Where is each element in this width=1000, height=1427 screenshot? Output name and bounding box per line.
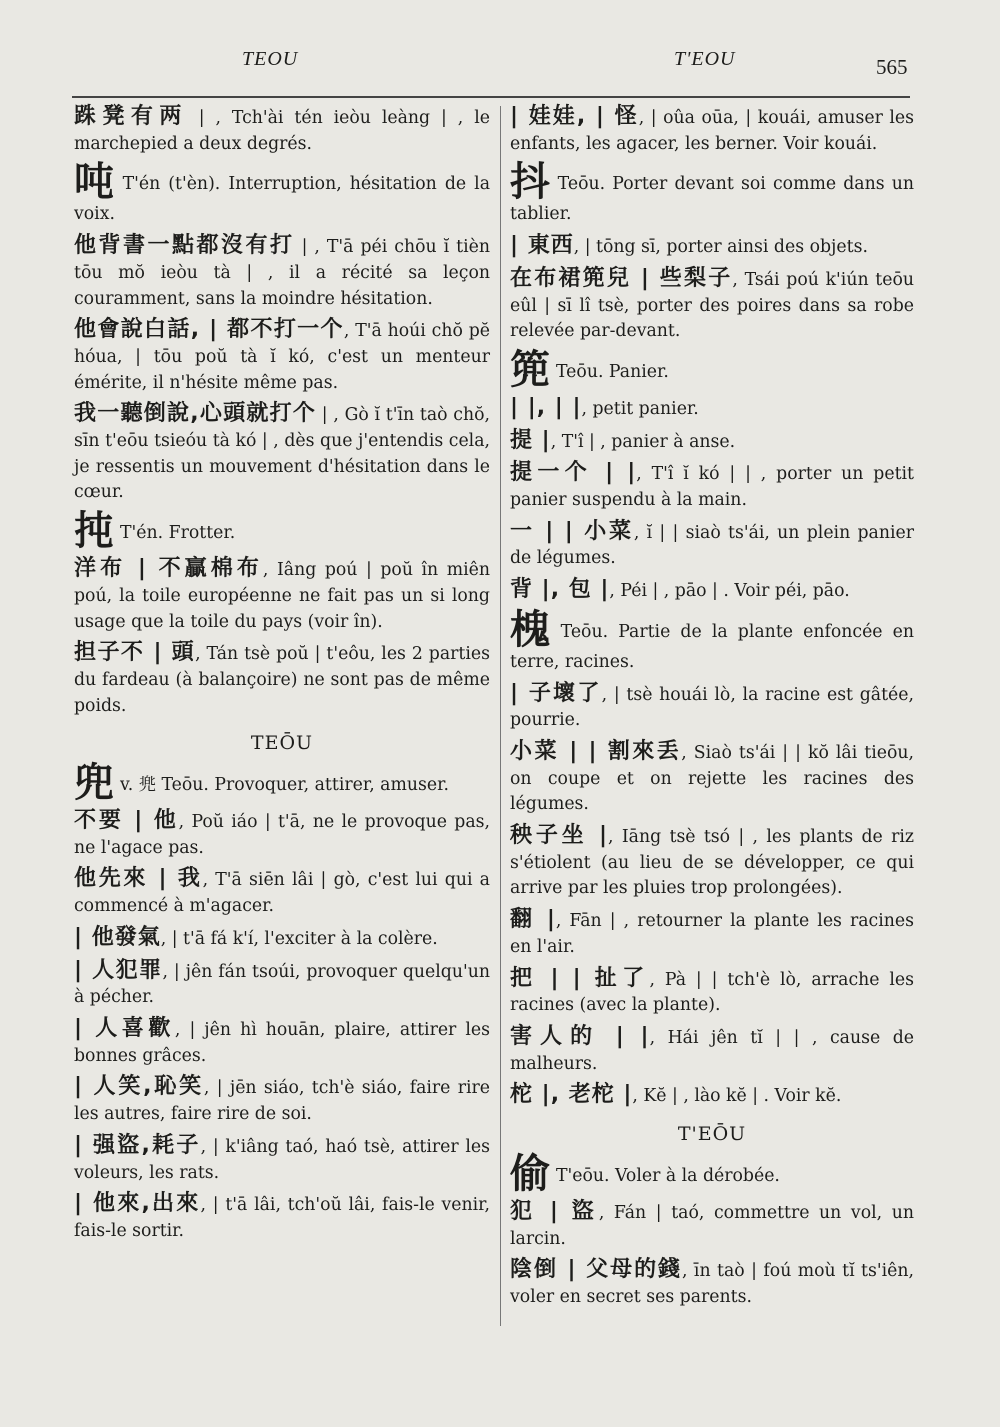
entry-definition: , Poŭ iáo | t'ā, ne le provoque pas, ne l'agace pas. [74,812,490,858]
section-heading: TEŌU [250,732,314,755]
entry-definition: , ĭ | | siaò ts'ái, un plein panier de légumes. [510,522,914,569]
headword-entry [510,159,915,228]
dictionary-entry [74,866,490,919]
entry-definition: , | k'iâng taó, haó tsè, attirer les voleurs, les rats. [74,1136,490,1183]
chinese-phrase: | 人喜歡 [74,1015,175,1041]
chinese-phrase: 我一聽倒說,心頭就打个 [74,401,317,427]
right-column [510,104,914,1311]
headword-entry [510,346,914,393]
dictionary-entry [510,460,914,513]
chinese-phrase: 跦凳有两 [74,104,188,129]
headword-character: 扽 [74,508,114,555]
chinese-phrase: 提一个 | | [510,460,637,486]
headword-entry [510,606,915,676]
chinese-phrase: | 强盜,耗子 [74,1132,201,1158]
entry-definition: , Fān | , retourner la plante les racines en l'air. [510,911,914,957]
dictionary-entry [510,266,914,345]
dictionary-entry [510,1082,914,1110]
entry-definition: , petit panier. [581,398,699,419]
entry-definition: T'én (t'èn). Interruption, hésitation de la voix. [74,174,490,225]
entry-definition: , | oûa oūa, | kouái, amuser les enfants, les agacer, les berner. Voir kouái. [510,108,914,154]
chinese-phrase: 秧子坐 | [510,823,609,849]
dictionary-entry [74,104,490,157]
page-number: 565 [876,55,908,79]
entry-definition: | , T'ā péi chōu ĭ tièn tōu mŏ ieòu tà | , il a récité sa leçon couramment, sans la moindre hésitation. [74,237,490,309]
chinese-phrase: 不要 | 他 [74,808,179,834]
dictionary-entry [74,1074,490,1127]
chinese-phrase: 害人的 | | [510,1023,650,1049]
entry-definition: T'én. Frotter. [120,523,236,544]
chinese-phrase: 担子不 | 頭 [74,640,196,666]
chinese-phrase: | 子壞了 [510,680,602,706]
entry-definition: , Siaò ts'ái | | kŏ lâi tieōu, on coupe et on rejette les racines des légumes. [510,742,914,815]
dictionary-entry [510,233,914,261]
dictionary-entry [74,808,490,861]
chinese-phrase: | 人笑,恥笑 [74,1074,204,1100]
dictionary-entry [510,395,914,423]
dictionary-entry [74,925,490,953]
chinese-phrase: 他背書一點都沒有打 [74,233,295,259]
headword-character: 槐 [510,606,555,653]
entry-definition: , Pà | | tch'è lò, arrache les racines (avec la plante). [510,969,914,1016]
column-divider [500,106,501,1326]
chinese-phrase: | |, | | [510,394,582,420]
chinese-phrase: | 東西 [510,233,574,259]
dictionary-entry [74,317,490,396]
entry-definition: , | jēn siáo, tch'è siáo, faire rire les autres, faire rire de soi. [74,1078,490,1125]
entry-definition: , | tōng sī, porter ainsi des objets. [573,237,868,258]
chinese-phrase: | 人犯罪 [74,957,163,983]
entry-definition: , Hái jên tĭ | | , cause de malheurs. [510,1027,914,1074]
dictionary-entry [510,1257,914,1310]
entry-definition: , | t'ā fá k'í, l'exciter à la colère. [160,928,438,949]
dictionary-entry [74,640,490,719]
dictionary-entry [510,823,914,902]
chinese-phrase: | 他來,出來 [74,1191,201,1217]
dictionary-entry [74,1016,490,1069]
dictionary-entry [510,428,914,456]
dictionary-entry [510,739,914,818]
dictionary-entry [510,966,914,1019]
entry-definition: | , Gò ĭ t'īn taò chŏ, sīn t'eōu tsieóu tà kó | , dès que j'entendis cela, je ressentis un mouvement d'hésitation dans le cœur. [74,405,490,503]
chinese-phrase: 他先來 | 我 [74,866,203,892]
dictionary-entry [74,958,490,1011]
chinese-phrase: 小菜 | | 割來丢 [510,738,682,764]
headword-entry [74,508,490,555]
entry-definition: , T'ā hoúi chŏ pĕ hóua, | tōu poŭ tà ĭ kó, c'est un menteur émérite, il n'hésite même pas. [74,321,490,393]
headword-character: 吨 [74,159,117,206]
left-column [74,104,490,1245]
header-rule [72,96,910,98]
section-heading: T'EŌU [677,1123,747,1146]
entry-definition: , T'ā siēn lâi | gò, c'est lui qui a commencé à m'agacer. [74,870,490,917]
entry-definition: Teōu. Porter devant soi comme dans un tablier. [510,174,915,225]
chinese-phrase: 一 | | 小菜 [510,518,634,544]
dictionary-entry [74,233,490,312]
dictionary-entry [74,401,490,506]
entry-definition: , | t'ā lâi, tch'oŭ lâi, fais-le venir, fais-le sortir. [74,1195,490,1241]
entry-definition: , Fán | taó, commettre un vol, un larcin. [510,1202,914,1249]
entry-definition: Teōu. Panier. [556,361,669,382]
entry-definition: , | jên hì houān, plaire, attirer les bonnes grâces. [74,1019,490,1066]
chinese-phrase: 翻 | [510,907,556,933]
dictionary-entry [510,907,914,960]
entry-definition: , Iāng tsè tsó | , les plants de riz s'étiolent (au lieu de se développer, ce qui arrive par les pluies trop prolongées). [510,827,914,899]
chinese-phrase: 陰倒 | 父母的錢 [510,1257,682,1283]
headword-entry [74,760,490,807]
running-head-left: TEOU [242,48,299,70]
chinese-phrase: 犯 | 盜 [510,1198,599,1224]
dictionary-entry [74,1191,490,1244]
entry-definition: , Iâng poú | poŭ în miên poú, la toile européenne ne fait pas un si long usage que la toile du pays (voir în). [74,560,491,632]
entry-definition: , T'î | , panier à anse. [550,431,736,452]
entry-definition: , Tsái poú k'iún teōu eûl | sī lî tsè, porter des poires dans sa robe relevée par-devant. [510,269,914,342]
chinese-phrase: 提 | [510,427,551,453]
entry-definition: , īn taò | foú moù tĭ ts'iên, voler en secret ses parents. [510,1261,914,1307]
chinese-phrase: | 他發氣 [74,924,161,950]
headword-character: 兜 [74,760,114,807]
entry-definition: , Péi | , pāo | . Voir péi, pāo. [609,581,850,602]
headword-entry [510,1150,914,1197]
running-head-right: T'EOU [674,48,736,70]
chinese-phrase: 洋布 | 不贏棉布 [74,556,263,582]
chinese-phrase: 把 | | 扯了 [510,965,650,991]
chinese-phrase: 在布裙篼兒 | 些梨子 [510,265,733,291]
entry-definition: , T'î ĭ kó | | , porter un petit panier suspendu à la main. [510,464,914,511]
entry-definition: T'eōu. Voler à la dérobée. [556,1165,780,1186]
dictionary-entry [510,104,914,157]
headword-character: 篼 [510,346,550,393]
entry-definition: , | jên fán tsoúi, provoquer quelqu'un à pécher. [74,961,490,1008]
dictionary-entry [74,556,490,635]
entry-definition: Teōu. Partie de la plante enfoncée en terre, racines. [510,621,915,672]
dictionary-entry [510,519,914,572]
dictionary-entry [74,1133,490,1186]
entry-definition: v. 兠 Teōu. Provoquer, attirer, amuser. [120,775,449,796]
headword-character: 抖 [510,159,552,206]
dictionary-entry [510,1199,914,1252]
chinese-phrase: 背 |, 包 | [510,577,610,603]
entry-definition: , Tán tsè poŭ | t'eôu, les 2 parties du fardeau (à balançoire) ne sont pas de même poids. [74,644,491,716]
dictionary-entry [510,577,914,605]
headword-entry [74,159,490,228]
headword-character: 偷 [510,1150,550,1197]
dictionary-entry [510,1024,914,1077]
entry-definition: , Kĕ | , lào kĕ | . Voir kĕ. [632,1086,842,1107]
chinese-phrase: | 娃娃, | 怪 [510,104,639,129]
dictionary-entry [510,681,914,734]
entry-definition: | , Tch'ài tén ieòu leàng | , le marchepied a deux degrés. [74,108,490,154]
chinese-phrase: 他會說白話, | 都不打一个 [74,317,344,343]
chinese-phrase: 柁 |, 老柁 | [510,1082,633,1108]
entry-definition: , | tsè houái lò, la racine est gâtée, pourrie. [510,684,914,731]
